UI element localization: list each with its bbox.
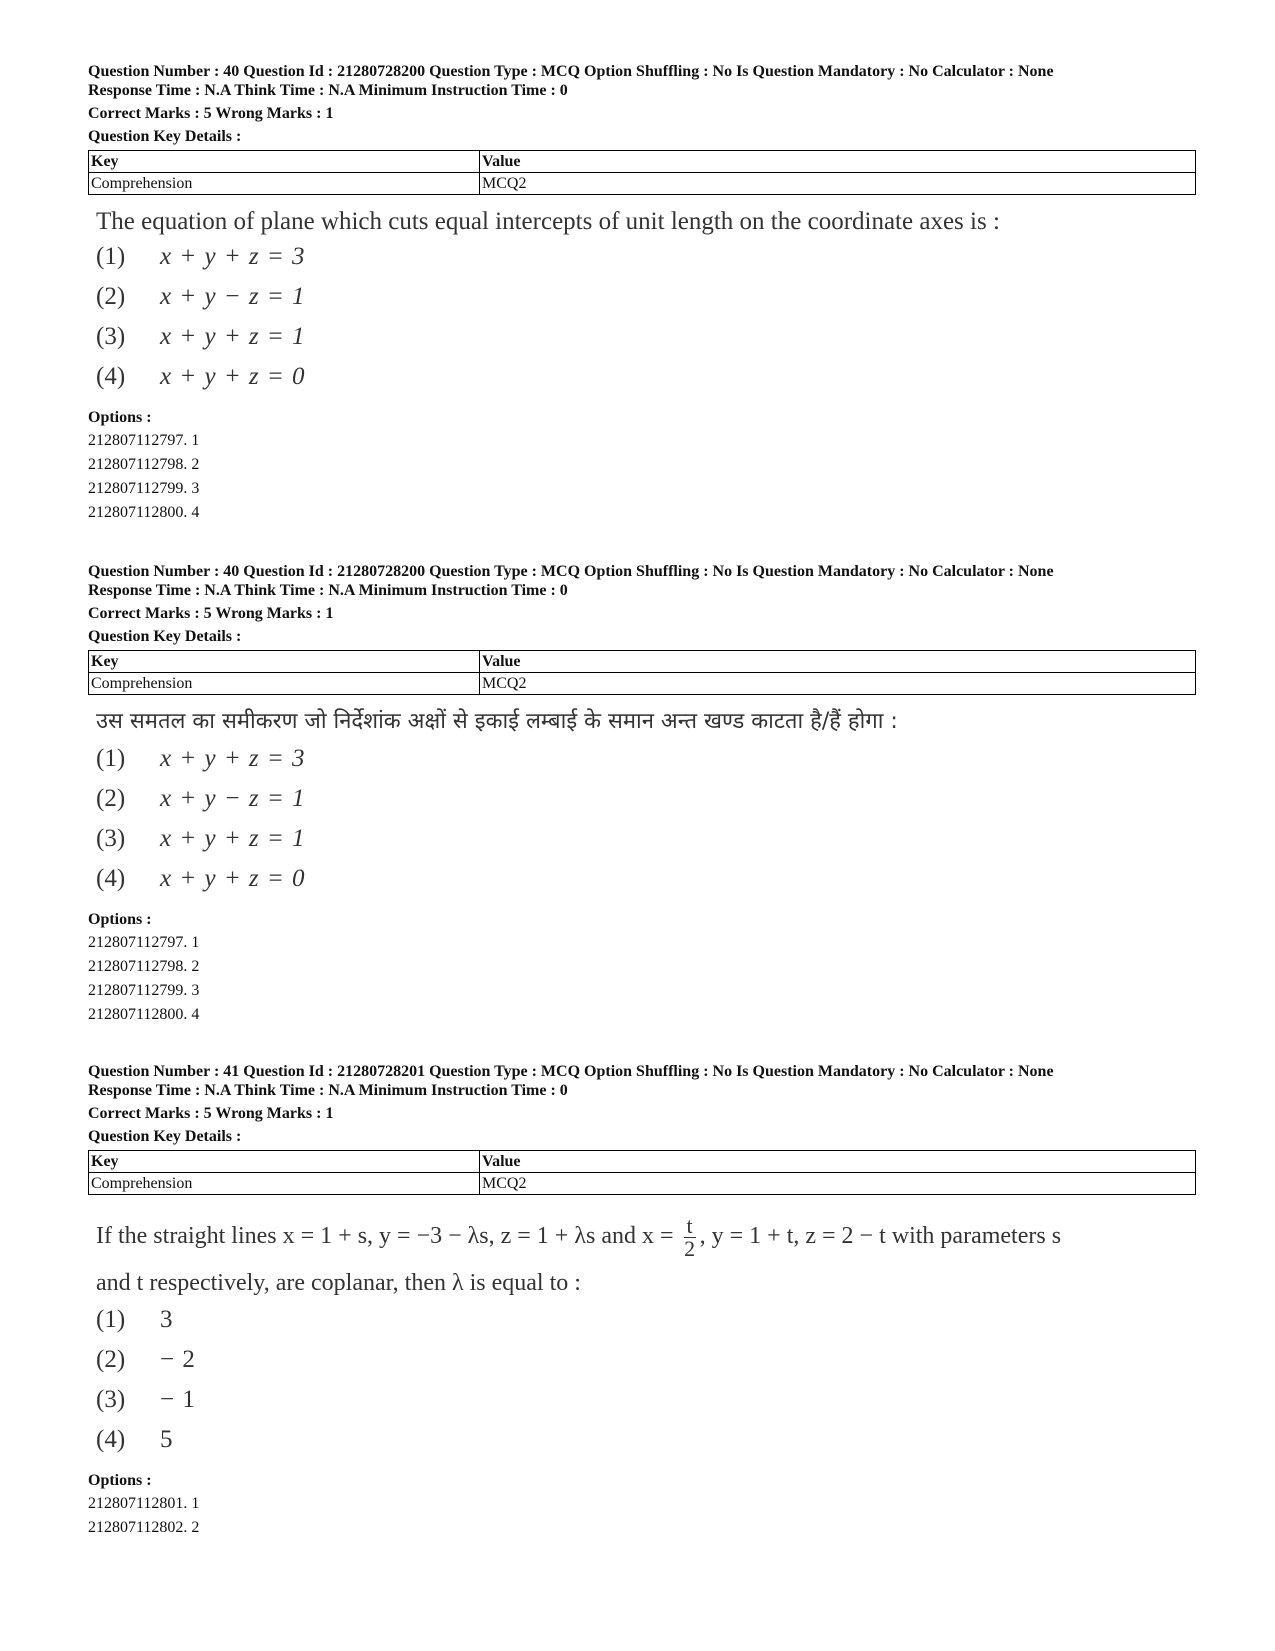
table-cell-value: MCQ2	[480, 673, 1196, 695]
choice-number: (2)	[96, 785, 126, 812]
option-id-line: 212807112800. 4	[88, 504, 200, 521]
options-label: Options :	[88, 409, 152, 426]
question-block-1	[88, 62, 1200, 525]
choice-text: x + y + z = 1	[160, 825, 306, 852]
choice-text: x + y − z = 1	[160, 785, 306, 812]
choice-item	[96, 1426, 1200, 1466]
choice-text: x + y − z = 1	[160, 283, 306, 310]
choice-text: x + y + z = 0	[160, 363, 306, 390]
question-text-line2: and t respectively, are coplanar, then λ is equal to :	[96, 1269, 581, 1296]
table-cell-key: Comprehension	[89, 673, 480, 695]
choice-number: (3)	[96, 1385, 126, 1413]
choice-number: (1)	[96, 1305, 126, 1333]
key-details-label: Question Key Details :	[88, 1128, 242, 1145]
key-value-table	[88, 1150, 1196, 1195]
table-cell-key: Comprehension	[89, 173, 480, 195]
question-content	[96, 1213, 1200, 1466]
question-content	[96, 705, 1200, 905]
choice-number: (4)	[96, 363, 126, 390]
choice-number: (4)	[96, 1425, 126, 1453]
table-header-value: Value	[480, 151, 1196, 173]
timing-meta-line: Response Time : N.A Think Time : N.A Minimum Instruction Time : 0	[88, 1082, 568, 1099]
question-block-3	[88, 1062, 1200, 1540]
choice-item	[96, 1386, 1200, 1426]
question-text: The equation of plane which cuts equal intercepts of unit length on the coordinate axes is :	[96, 208, 1000, 235]
choice-item	[96, 785, 1200, 825]
table-header-key: Key	[89, 1151, 480, 1173]
choice-number: (4)	[96, 865, 126, 892]
choice-item	[96, 1306, 1200, 1346]
choice-item	[96, 323, 1200, 363]
key-details-label: Question Key Details :	[88, 128, 242, 145]
fraction	[684, 1212, 696, 1261]
choice-item	[96, 363, 1200, 403]
table-cell-key: Comprehension	[89, 1173, 480, 1195]
question-meta-line: Question Number : 40 Question Id : 21280728200 Question Type : MCQ Option Shuffling : No Is Question Mandatory : No Calculator : None	[88, 563, 1054, 580]
key-value-table	[88, 150, 1196, 195]
question-text: उस समतल का समीकरण जो निर्देशांक अक्षों से इकाई लम्बाई के समान अन्त खण्ड काटता है/हैं होगा :	[96, 709, 898, 734]
question-block-2	[88, 562, 1200, 1027]
marks-line: Correct Marks : 5 Wrong Marks : 1	[88, 605, 334, 622]
choice-item	[96, 1346, 1200, 1386]
table-cell-value: MCQ2	[480, 173, 1196, 195]
question-meta-line: Question Number : 41 Question Id : 21280728201 Question Type : MCQ Option Shuffling : No Is Question Mandatory : No Calculator : None	[88, 1063, 1054, 1080]
option-id-line: 212807112798. 2	[88, 958, 200, 975]
marks-line: Correct Marks : 5 Wrong Marks : 1	[88, 105, 334, 122]
choice-text: x + y + z = 3	[160, 243, 306, 270]
choice-item	[96, 283, 1200, 323]
table-header-key: Key	[89, 151, 480, 173]
choice-text: x + y + z = 0	[160, 865, 306, 892]
choice-number: (3)	[96, 323, 126, 350]
options-label: Options :	[88, 1471, 152, 1489]
option-id-line: 212807112798. 2	[88, 456, 200, 473]
choice-item	[96, 825, 1200, 865]
choice-item	[96, 865, 1200, 905]
table-header-value: Value	[480, 651, 1196, 673]
option-id-line: 212807112799. 3	[88, 982, 200, 999]
marks-line: Correct Marks : 5 Wrong Marks : 1	[88, 1105, 334, 1122]
table-header-value: Value	[480, 1151, 1196, 1173]
table-header-key: Key	[89, 651, 480, 673]
choice-item	[96, 745, 1200, 785]
choice-text: − 2	[160, 1345, 196, 1373]
choice-text: x + y + z = 1	[160, 323, 306, 350]
option-id-line: 212807112802. 2	[88, 1518, 200, 1536]
key-details-label: Question Key Details :	[88, 628, 242, 645]
timing-meta-line: Response Time : N.A Think Time : N.A Minimum Instruction Time : 0	[88, 582, 568, 599]
question-text-part1: If the straight lines x = 1 + s, y = −3 − λs, z = 1 + λs and x =	[96, 1223, 674, 1249]
choice-text: − 1	[160, 1385, 196, 1413]
choice-number: (2)	[96, 1345, 126, 1373]
option-id-line: 212807112797. 1	[88, 934, 200, 951]
option-id-line: 212807112797. 1	[88, 432, 200, 449]
question-text-part2: , y = 1 + t, z = 2 − t with parameters s	[699, 1223, 1062, 1249]
fraction-numerator: t	[684, 1215, 696, 1238]
key-value-table	[88, 650, 1196, 695]
question-text	[96, 1213, 1200, 1260]
option-id-line: 212807112801. 1	[88, 1494, 200, 1512]
choice-number: (1)	[96, 745, 126, 772]
question-content	[96, 205, 1200, 403]
option-id-line: 212807112799. 3	[88, 480, 200, 497]
choice-number: (3)	[96, 825, 126, 852]
choice-text: 3	[160, 1305, 174, 1333]
question-meta-line: Question Number : 40 Question Id : 21280728200 Question Type : MCQ Option Shuffling : No Is Question Mandatory : No Calculator : None	[88, 63, 1054, 80]
timing-meta-line: Response Time : N.A Think Time : N.A Minimum Instruction Time : 0	[88, 82, 568, 99]
fraction-denominator: 2	[684, 1235, 696, 1261]
option-id-line: 212807112800. 4	[88, 1006, 200, 1023]
choice-number: (1)	[96, 243, 126, 270]
table-cell-value: MCQ2	[480, 1173, 1196, 1195]
choice-number: (2)	[96, 283, 126, 310]
choice-text: 5	[160, 1425, 174, 1453]
options-label: Options :	[88, 911, 152, 928]
choice-item	[96, 243, 1200, 283]
choice-text: x + y + z = 3	[160, 745, 306, 772]
